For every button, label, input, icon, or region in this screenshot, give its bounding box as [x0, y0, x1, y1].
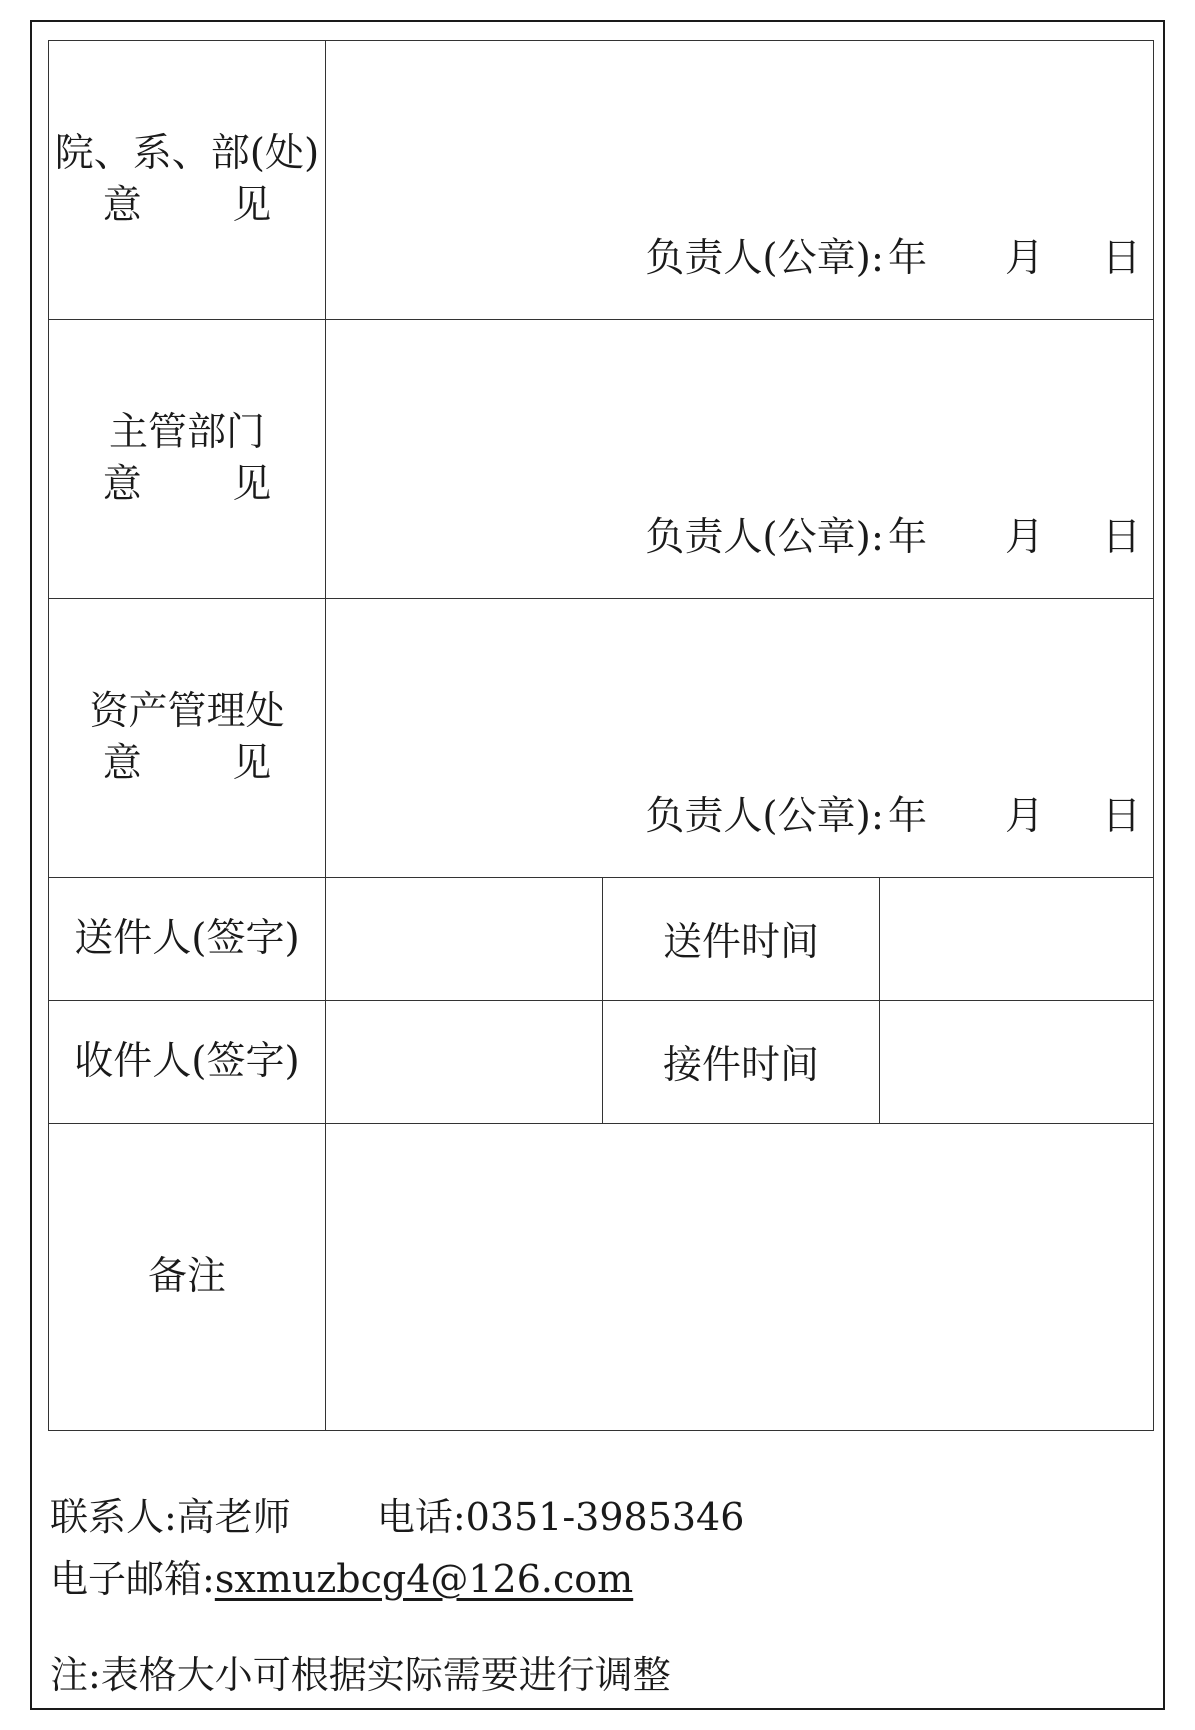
remarks-field[interactable]	[326, 1124, 1154, 1431]
admin-signature-line	[645, 506, 1141, 562]
receiver-signature-label: 收件人(签字)	[49, 1001, 326, 1124]
approval-form-table	[48, 40, 1154, 1431]
signature-day: 日	[1102, 515, 1142, 560]
signature-year: 年	[887, 236, 927, 281]
dept-opinion-row	[49, 41, 1154, 320]
signature-prefix: 负责人(公章):	[645, 236, 884, 281]
email-label: 电子邮箱:	[50, 1557, 215, 1601]
admin-opinion-label	[49, 320, 326, 599]
footnote-text: 注:表格大小可根据实际需要进行调整	[50, 1653, 671, 1697]
remarks-row	[49, 1124, 1154, 1431]
signature-month: 月	[1004, 236, 1044, 281]
send-time-label: 送件时间	[603, 878, 880, 1001]
admin-opinion-field[interactable]	[326, 320, 1154, 599]
signature-month: 月	[1004, 794, 1044, 839]
signature-year: 年	[887, 794, 927, 839]
signature-month: 月	[1004, 515, 1044, 560]
signature-prefix: 负责人(公章):	[645, 515, 884, 560]
receiver-row	[49, 1001, 1154, 1124]
signature-year: 年	[887, 515, 927, 560]
signature-day: 日	[1102, 794, 1142, 839]
asset-label-line1: 资产管理处	[89, 689, 285, 734]
dept-label-line1: 院、系、部(处)	[54, 131, 320, 176]
sender-row	[49, 878, 1154, 1001]
contact-phone: 电话:0351-3985346	[376, 1495, 745, 1539]
asset-label-line2: 意 见	[102, 741, 272, 786]
admin-opinion-row	[49, 320, 1154, 599]
signature-day: 日	[1102, 236, 1142, 281]
asset-opinion-label	[49, 599, 326, 878]
dept-label-line2: 意 见	[102, 183, 272, 228]
receive-time-label: 接件时间	[603, 1001, 880, 1124]
asset-opinion-field[interactable]	[326, 599, 1154, 878]
admin-label-line1: 主管部门	[108, 410, 265, 455]
dept-signature-line	[645, 227, 1141, 283]
dept-opinion-label	[49, 41, 326, 320]
signature-prefix: 负责人(公章):	[645, 794, 884, 839]
footnote	[50, 1644, 671, 1699]
sender-signature-label: 送件人(签字)	[49, 878, 326, 1001]
asset-signature-line	[645, 785, 1141, 841]
receiver-signature-field[interactable]	[326, 1001, 603, 1124]
admin-label-line2: 意 见	[102, 462, 272, 507]
contact-line	[50, 1486, 744, 1541]
email-line	[50, 1548, 633, 1603]
send-time-field[interactable]	[880, 878, 1154, 1001]
remarks-label: 备注	[49, 1124, 326, 1431]
contact-person: 联系人:高老师	[50, 1495, 291, 1539]
dept-opinion-field[interactable]	[326, 41, 1154, 320]
sender-signature-field[interactable]	[326, 878, 603, 1001]
receive-time-field[interactable]	[880, 1001, 1154, 1124]
asset-opinion-row	[49, 599, 1154, 878]
email-link[interactable]: sxmuzbcg4@126.com	[214, 1557, 634, 1601]
